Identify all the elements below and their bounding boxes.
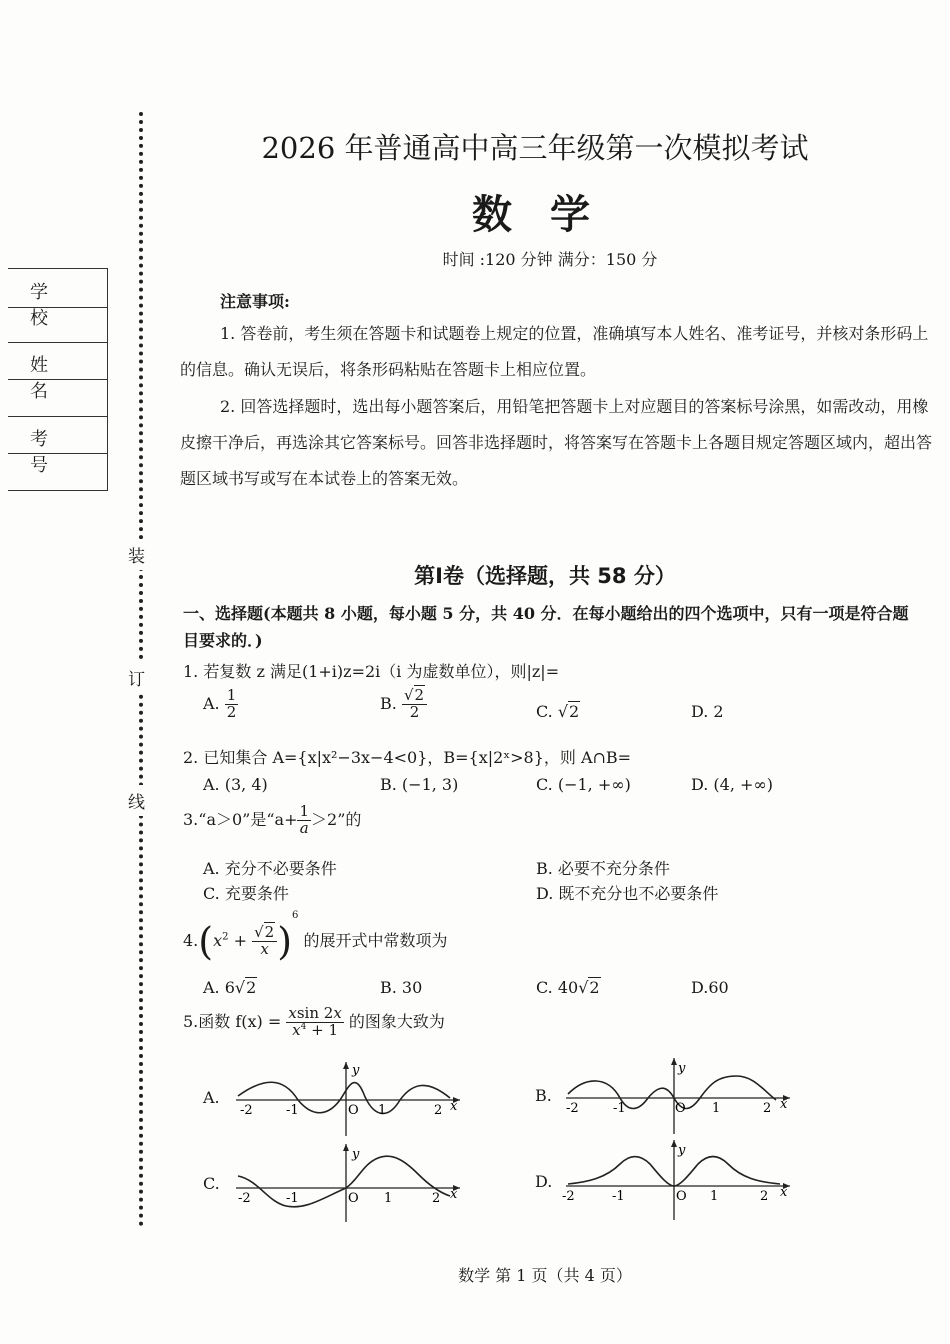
notice-item: 2. 回答选择题时，选出每小题答案后，用铅笔把答题卡上对应题目的答案标号涂黑，如需改动，用橡皮擦干净后，再选涂其它答案标号。回答非选择题时，将答案写在答题卡上各题目规定答题区域内，超出答题区域书写或写在本试卷上的答案无效。	[180, 397, 933, 488]
fraction: $\frac{√2}{2}$	[402, 688, 427, 721]
page-footer: 数学 第 1 页（共 4 页）	[458, 1266, 632, 1285]
graph-c	[228, 1140, 468, 1224]
option-label: A.	[203, 693, 220, 713]
question-1-stem: 1. 若复数 z 满足(1+i)z=2i（i 为虚数单位），则|z|=	[183, 662, 560, 681]
question-4-option-b: B. 30	[380, 978, 423, 997]
graph-a	[228, 1058, 468, 1138]
question-2-option-b: B. (−1, 3)	[380, 775, 459, 794]
question-4-option-c: C. 40√2	[536, 978, 600, 997]
svg-text:-2: -2	[562, 1189, 575, 1204]
stem-text: 的图象大致为	[348, 1011, 445, 1031]
graph-b	[558, 1054, 798, 1136]
notice-heading: 注意事项:	[220, 292, 290, 311]
svg-text:-2: -2	[566, 1101, 579, 1116]
option-label: C.	[536, 702, 553, 721]
student-info-box	[8, 268, 108, 491]
fraction: $\frac{xsin 2x}{x^4 + 1}$	[288, 1004, 342, 1039]
question-2-option-a: A. (3, 4)	[203, 775, 268, 794]
graph-d-label: D.	[535, 1172, 553, 1191]
svg-text:2: 2	[434, 1103, 443, 1118]
subject-title: 数学	[472, 191, 628, 238]
divider	[8, 342, 107, 343]
stem-text: 4.	[183, 931, 199, 950]
svg-text:y: y	[352, 1063, 360, 1078]
question-3-option-d: D. 既不充分也不必要条件	[536, 884, 719, 903]
exam-title: 2026 年普通高中高三年级第一次模拟考试	[261, 131, 809, 165]
exam-number-field[interactable]	[8, 453, 107, 454]
section-title: 第Ⅰ卷（选择题，共 58 分）	[414, 564, 676, 588]
svg-text:-1: -1	[612, 1189, 625, 1204]
seal-char-ding: 订	[128, 662, 145, 693]
svg-text:x: x	[780, 1097, 788, 1112]
svg-text:-2: -2	[238, 1191, 251, 1206]
svg-text:1: 1	[378, 1103, 387, 1118]
svg-text:1: 1	[710, 1189, 719, 1204]
time-info: 时间 :120 分钟 满分：150 分	[442, 250, 658, 269]
fraction: $\frac{1}{2}$	[226, 686, 237, 721]
seal-char-zhuang: 装	[128, 539, 145, 570]
stem-text: 3.“a＞0”是“a+	[183, 809, 298, 829]
school-label: 学 校	[30, 282, 66, 329]
graph-b-label: B.	[535, 1086, 552, 1105]
svg-text:y: y	[678, 1143, 686, 1158]
option-label: B.	[380, 693, 397, 713]
option-label: A. 6	[203, 978, 235, 997]
svg-text:1: 1	[712, 1101, 721, 1116]
question-1-option-c: C. √2	[536, 702, 580, 721]
svg-text:2: 2	[432, 1191, 441, 1206]
notice-item: 1. 答卷前，考生须在答题卡和试题卷上规定的位置，准确填写本人姓名、准考证号，并核对条形码上的信息。确认无误后，将条形码粘贴在答题卡上相应位置。	[180, 324, 929, 379]
svg-text:1: 1	[384, 1191, 393, 1206]
seal-char-xian: 线	[128, 785, 145, 816]
svg-text:x: x	[450, 1099, 458, 1114]
stem-text: 的展开式中常数项为	[303, 931, 448, 950]
graph-c-label: C.	[203, 1174, 220, 1193]
svg-text:y: y	[678, 1061, 686, 1076]
svg-text:-2: -2	[240, 1103, 253, 1118]
question-4-option-a: A. 6√2	[203, 978, 257, 997]
graph-a-label: A.	[203, 1088, 220, 1107]
fraction: $\frac{√2}{x}$	[252, 925, 277, 958]
question-1-option-d: D. 2	[691, 702, 724, 721]
question-1-option-b	[380, 688, 427, 721]
exam-number-label: 考 号	[30, 429, 66, 476]
question-2-option-d: D. (4, +∞)	[691, 775, 773, 794]
svg-text:O: O	[676, 1189, 687, 1204]
question-1-option-a	[203, 688, 238, 721]
question-4-stem: $4.(x^2$ + $\frac{√2}{x}$ )$^6$ 的展开式中常数项为	[183, 910, 448, 964]
svg-text:2: 2	[763, 1101, 772, 1116]
svg-text:O: O	[348, 1191, 359, 1206]
svg-text:x: x	[780, 1185, 788, 1200]
part-title: 一、选择题(本题共 8 小题，每小题 5 分，共 40 分．在每小题给出的四个选项中，只有一项是符合题目要求的．)	[183, 604, 909, 650]
divider	[8, 416, 107, 417]
question-2-stem: 2. 已知集合 A={x|x²−3x−4<0}，B={x|2ˣ>8}，则 A∩B=	[183, 748, 632, 767]
svg-text:O: O	[675, 1101, 686, 1116]
svg-text:x: x	[450, 1187, 458, 1202]
svg-text:O: O	[348, 1103, 359, 1118]
question-4-option-d: D.60	[691, 978, 729, 997]
question-3-option-b: B. 必要不充分条件	[536, 859, 670, 878]
svg-text:y: y	[352, 1147, 360, 1162]
name-label: 姓 名	[30, 355, 66, 402]
svg-text:2: 2	[760, 1189, 769, 1204]
question-3-stem	[183, 804, 361, 837]
stem-text: ＞2”的	[311, 809, 362, 829]
svg-text:-1: -1	[286, 1103, 299, 1118]
svg-text:-1: -1	[286, 1191, 299, 1206]
name-field[interactable]	[8, 379, 107, 380]
school-field[interactable]	[8, 307, 107, 308]
question-2-option-c: C. (−1, +∞)	[536, 775, 631, 794]
question-3-option-a: A. 充分不必要条件	[203, 859, 337, 878]
option-label: C. 40	[536, 978, 579, 997]
stem-text: 5.函数 f(x) =	[183, 1011, 282, 1031]
question-5-stem	[183, 1006, 445, 1039]
svg-text:-1: -1	[613, 1101, 626, 1116]
question-3-option-c: C. 充要条件	[203, 884, 289, 903]
graph-d	[558, 1136, 798, 1222]
fraction: $\frac{1}{a}$	[299, 802, 310, 837]
